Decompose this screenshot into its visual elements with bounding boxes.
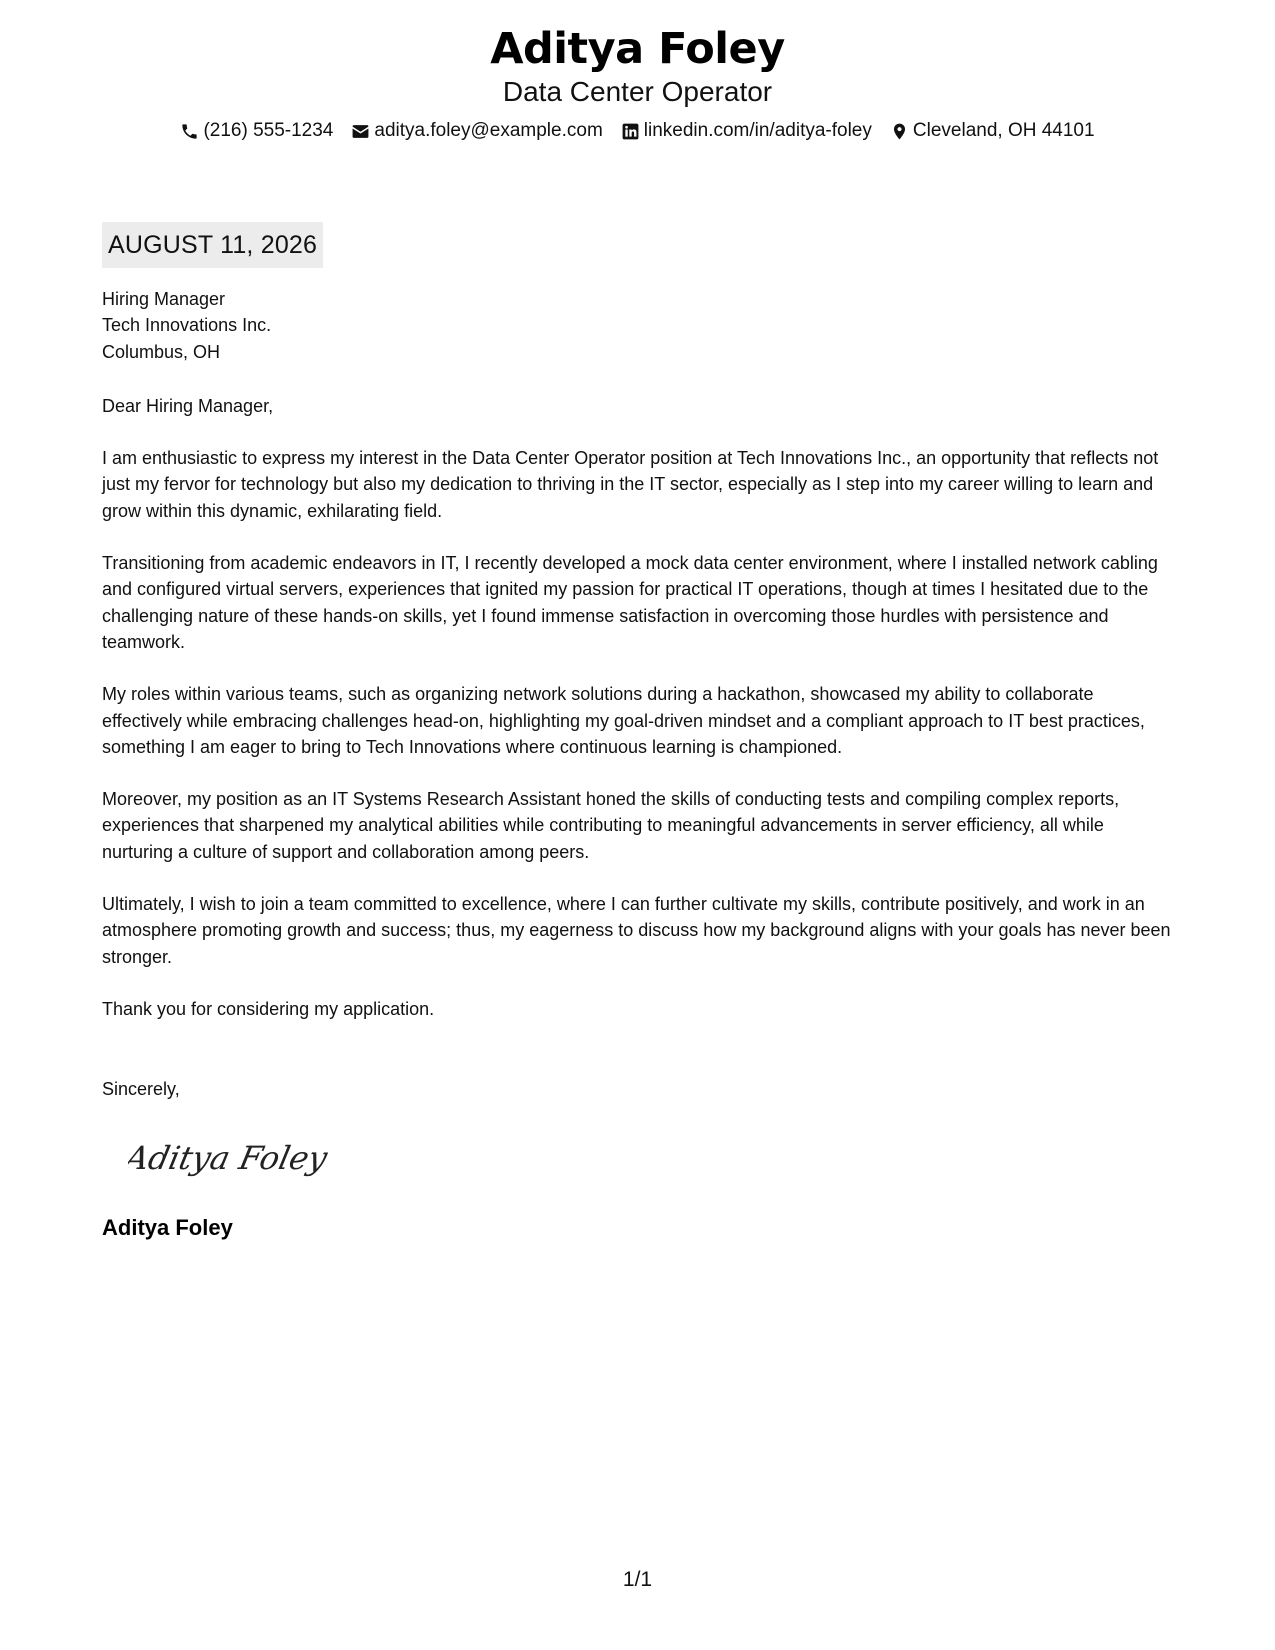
linkedin-text[interactable]: linkedin.com/in/aditya-foley <box>643 120 872 141</box>
phone-text: (216) 555-1234 <box>203 120 334 141</box>
letter-date: AUGUST 11, 2026 <box>102 222 323 268</box>
email-text[interactable]: aditya.foley@example.com <box>374 120 603 141</box>
location-text: Cleveland, OH 44101 <box>912 120 1095 141</box>
body-paragraph: My roles within various teams, such as organizing network solutions during a hackathon, showcased my ability to collaborate effectively while embracing challenges head-on, highlighting my goal-driven mindset and a compliant approach to IT best practices, something I am eager to bring to Tech Innovations where continuous learning is championed. <box>102 684 1145 757</box>
contact-email[interactable] <box>351 118 602 144</box>
applicant-title: Data Center Operator <box>502 76 773 107</box>
closing-line: Thank you for considering my application. <box>102 998 435 1019</box>
linkedin-icon <box>621 122 640 141</box>
letter-body <box>102 286 1177 1242</box>
signoff: Sincerely, <box>102 1079 180 1100</box>
recipient-line: Columbus, OH <box>102 341 221 362</box>
body-paragraph: Ultimately, I wish to join a team committed to excellence, where I can further cultivate my skills, contribute positively, and work in an atmosphere promoting growth and success; thus, my eagerness to discuss how my background aligns with your goals has never been stronger. <box>102 894 1171 967</box>
body-paragraph: Transitioning from academic endeavors in IT, I recently developed a mock data center environment, where I installed network cabling and configured virtual servers, experiences that ignited my passion for practical IT operations, though at times I hesitated due to the challenging nature of these hands-on skills, yet I found immense satisfaction in overcoming those hurdles with persistence and teamwork. <box>102 553 1158 652</box>
salutation: Dear Hiring Manager, <box>102 395 274 416</box>
contact-location <box>890 118 1095 144</box>
applicant-name: Aditya Foley <box>490 24 785 74</box>
letter-header <box>0 22 1275 144</box>
envelope-icon <box>351 122 370 141</box>
signature-text: Aditya Foley <box>128 1138 331 1177</box>
recipient-line: Tech Innovations Inc. <box>102 315 272 336</box>
recipient-line: Hiring Manager <box>102 289 226 309</box>
body-paragraph: Moreover, my position as an IT Systems Research Assistant honed the skills of conducting tests and compiling complex reports, experiences that sharpened my analytical abilities while contributing to meaningful advancements in server efficiency, all while nurturing a culture of support and collaboration among peers. <box>102 789 1120 862</box>
handwritten-signature <box>128 1129 348 1185</box>
body-paragraph: I am enthusiastic to express my interest in the Data Center Operator position at Tech Innovations Inc., an opportunity that reflects not just my fervor for technology but also my dedication to thriving in the IT sector, especially as I step into my career willing to learn and grow within this dynamic, exhilarating field. <box>102 448 1159 521</box>
signer-name: Aditya Foley <box>102 1214 233 1240</box>
page-number: 1/1 <box>622 1568 653 1591</box>
contact-phone <box>180 118 333 144</box>
contact-linkedin[interactable] <box>621 118 872 144</box>
phone-icon <box>180 122 199 141</box>
recipient-block <box>102 286 1177 365</box>
contact-bar <box>0 118 1275 144</box>
map-pin-icon <box>890 122 909 141</box>
